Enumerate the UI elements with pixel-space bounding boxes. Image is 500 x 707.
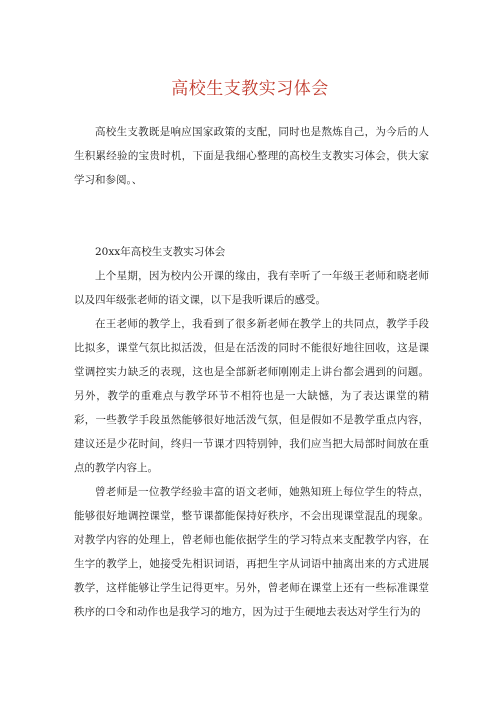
intro-paragraph: 高校生支教既是响应国家政策的支配，同时也是熬炼自己，为今后的人生积累经验的宝贵时机，下面是我细心整理的高校生支教实习体会，供大家学习和参阅。、	[74, 126, 429, 186]
section-subtitle: 20xx年高校生支教实习体会	[95, 246, 226, 258]
spacer	[74, 216, 429, 240]
body-paragraph: 上个星期，因为校内公开课的缘由，我有幸听了一年级王老师和晓老师以及四年级张老师的语文课，以下是我听课后的感受。	[74, 270, 429, 306]
document-body	[74, 120, 429, 624]
body-paragraph: 在王老师的教学上，我看到了很多新老师在教学上的共同点，教学手段比拟多，课堂气氛比拟活泼，但是在活泼的同时不能很好地往回收，这是课堂调控实力缺乏的表现，这也是全部新老师刚刚走上讲台都会遇到的问题。另外，教学的重难点与教学环节不相符也是一大缺憾，为了表达课堂的精彩，一些教学手段虽然能够很好地活泼气氛，但是假如不是教学重点内容，建议还是少花时间，终归一节课才四特别钟，我们应当把大局部时间放在重点的教学内容上。	[74, 318, 429, 474]
spacer	[74, 192, 429, 216]
document-title: 高校生支教实习体会	[171, 79, 329, 99]
body-paragraph: 曾老师是一位教学经验丰富的语文老师，她熟知班上每位学生的特点，能够很好地调控课堂，整节课都能保持好秩序，不会出现课堂混乱的现象。对教学内容的处理上，曾老师也能依据学生的学习特点来支配教学内容，在生字的教学上，她接受先相识词语，再把生字从词语中抽离出来的方式进展教学，这样能够让学生记得更牢。另外，曾老师在课堂上还有一些标准课堂秩序的口令和动作也是我学习的地方，因为过于生硬地去表达对学生行为的	[74, 486, 429, 618]
